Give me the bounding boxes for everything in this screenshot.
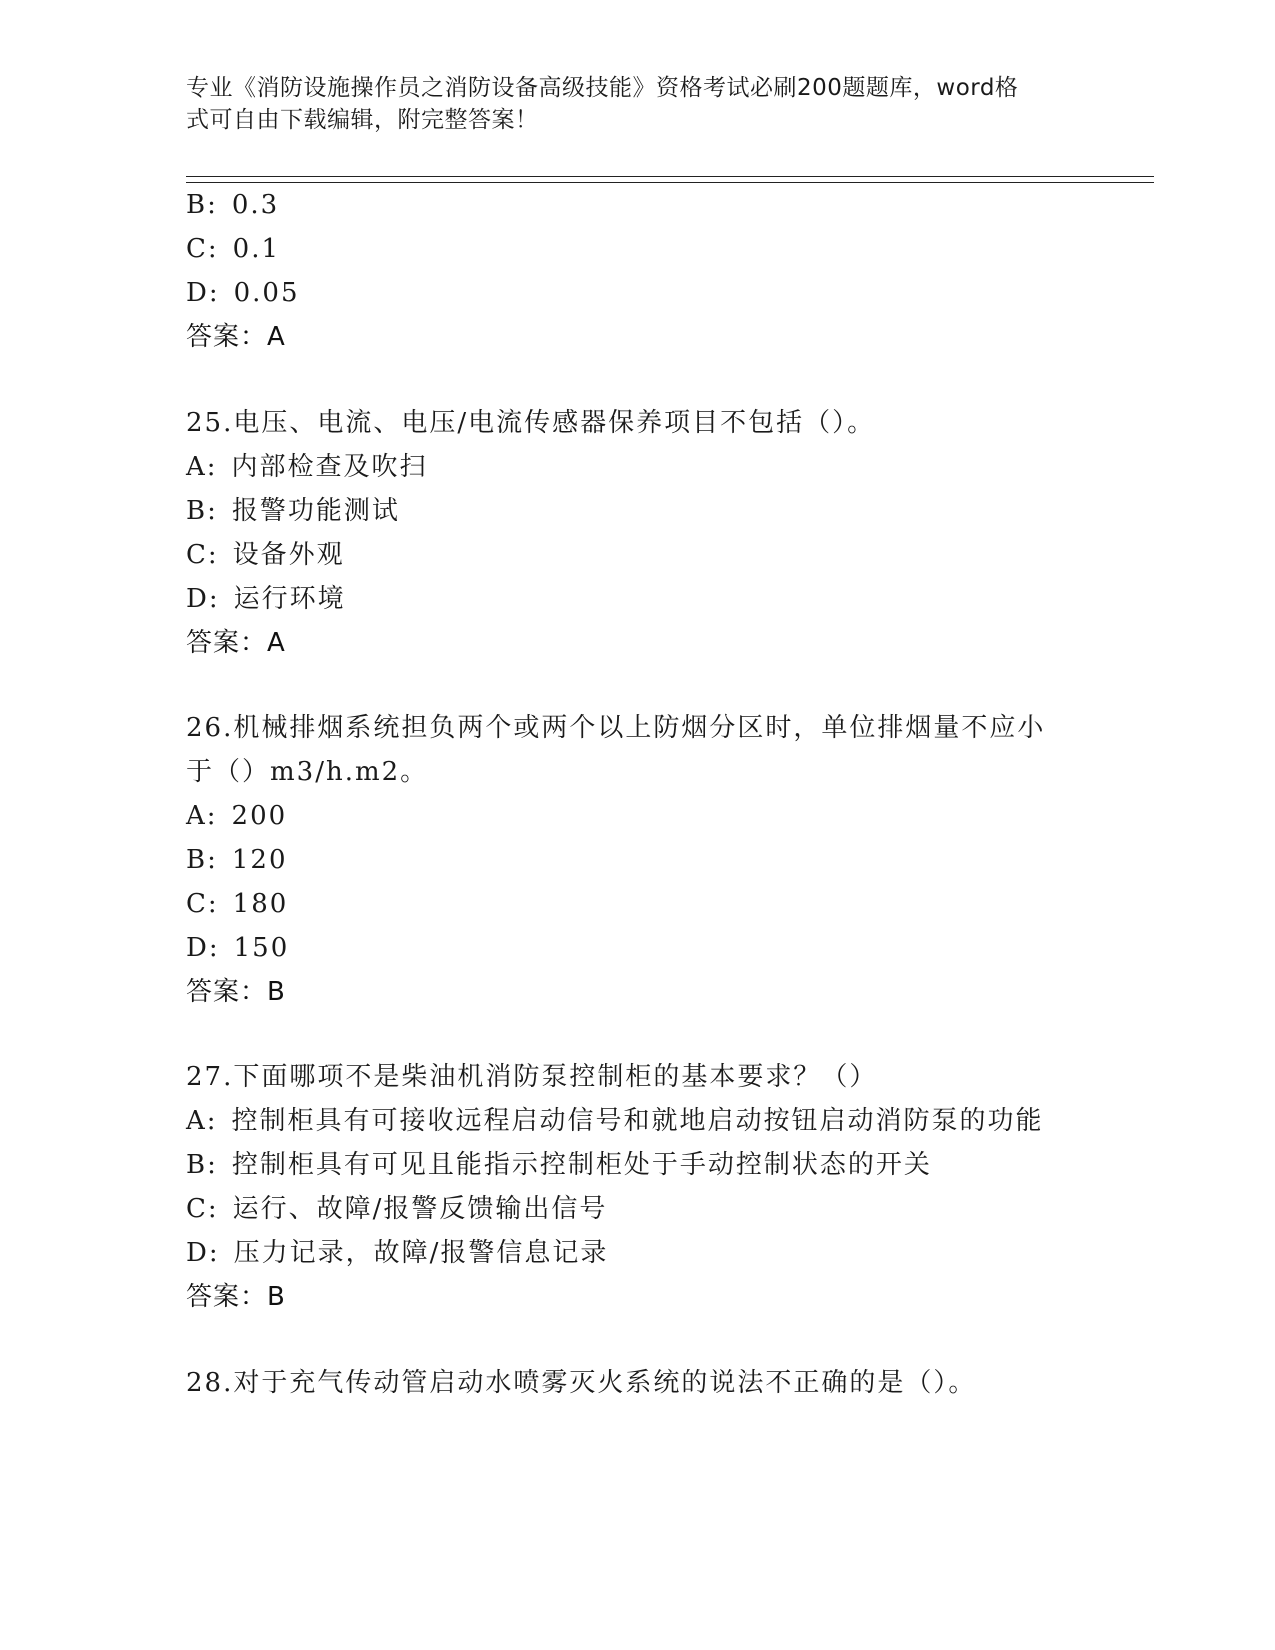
q25-answer: 答案：A: [186, 628, 286, 658]
q26-stem-line-2: 于（）m3/h.m2。: [186, 757, 429, 787]
q25-option-d: D: 运行环境: [186, 584, 346, 614]
q25-option-a: A: 内部检查及吹扫: [186, 452, 428, 482]
q28-stem: 28.对于充气传动管启动水喷雾灭火系统的说法不正确的是（）。: [186, 1368, 977, 1398]
header-line-1: 专业《消防设施操作员之消防设备高级技能》资格考试必刷200题题库，word格: [186, 75, 1019, 101]
q26-answer: 答案：B: [186, 977, 286, 1007]
q27-option-d: D: 压力记录，故障/报警信息记录: [186, 1238, 609, 1268]
q26-stem-line-1: 26.机械排烟系统担负两个或两个以上防烟分区时，单位排烟量不应小: [186, 713, 1046, 743]
q24-option-d: D: 0.05: [186, 278, 300, 308]
q26-option-b: B: 120: [186, 845, 288, 875]
q27-option-c: C: 运行、故障/报警反馈输出信号: [186, 1194, 608, 1224]
header-line-2: 式可自由下载编辑，附完整答案！: [186, 107, 539, 133]
q27-option-b: B: 控制柜具有可见且能指示控制柜处于手动控制状态的开关: [186, 1150, 932, 1180]
q27-answer: 答案：B: [186, 1282, 286, 1312]
q25-option-c: C: 设备外观: [186, 540, 345, 570]
q24-answer: 答案：A: [186, 322, 286, 352]
document-header: [186, 72, 1066, 136]
q26-option-a: A: 200: [186, 801, 288, 831]
header-divider-top: [186, 176, 1154, 177]
q27-stem: 27.下面哪项不是柴油机消防泵控制柜的基本要求？（）: [186, 1062, 878, 1092]
header-divider-bottom: [186, 182, 1154, 183]
q24-option-c: C: 0.1: [186, 234, 281, 264]
q25-option-b: B: 报警功能测试: [186, 496, 400, 526]
q26-option-c: C: 180: [186, 889, 289, 919]
q26-option-d: D: 150: [186, 933, 290, 963]
q24-option-b: B: 0.3: [186, 190, 280, 220]
q27-option-a: A: 控制柜具有可接收远程启动信号和就地启动按钮启动消防泵的功能: [186, 1106, 1044, 1136]
q25-stem: 25.电压、电流、电压/电流传感器保养项目不包括（）。: [186, 408, 876, 438]
